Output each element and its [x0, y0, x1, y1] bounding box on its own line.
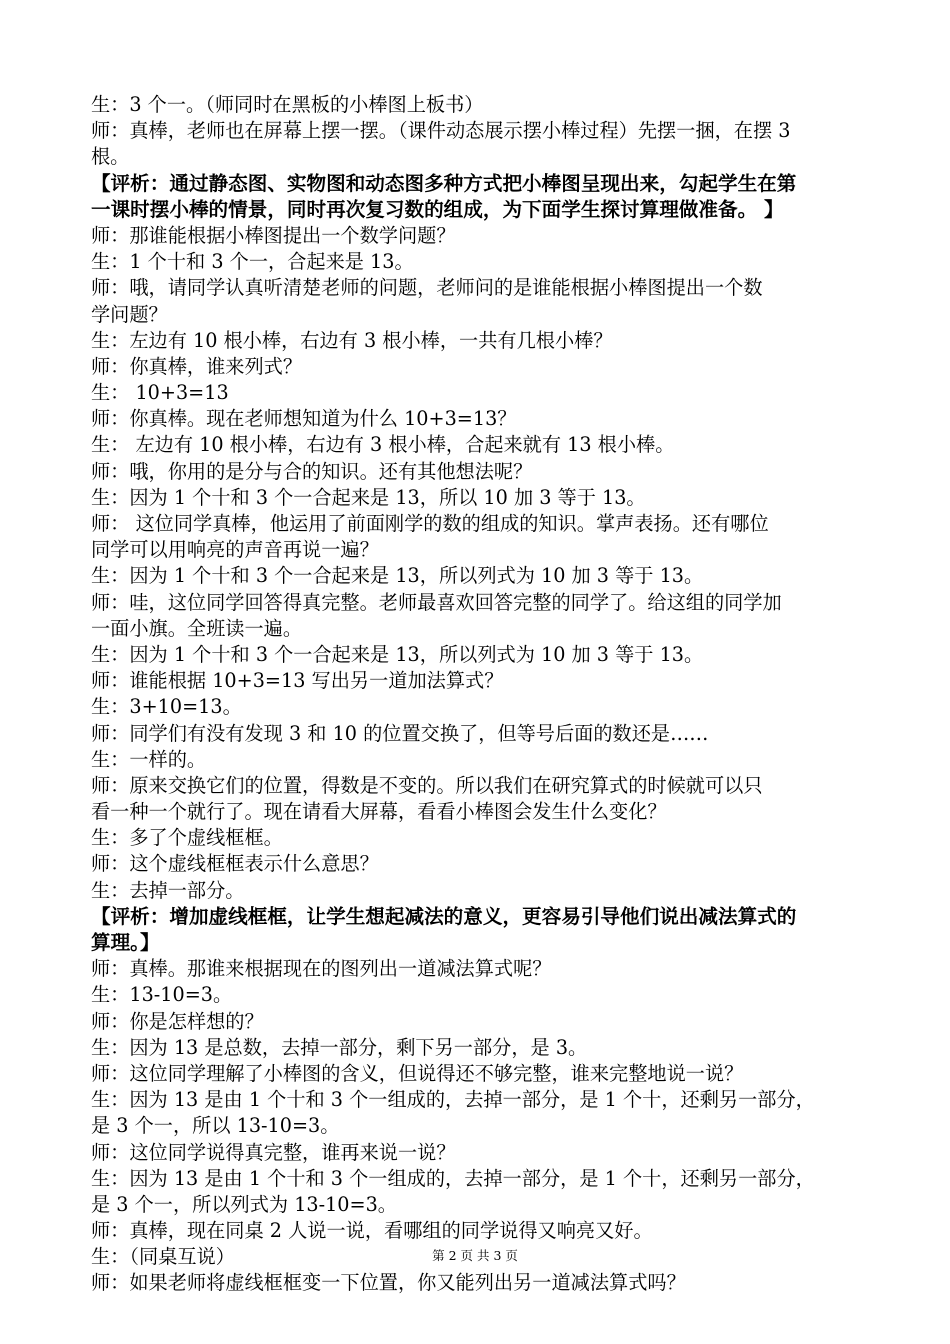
- page-footer: 第 2 页 共 3 页: [432, 1248, 518, 1263]
- dialogue-line: 生：13-10=3。: [91, 983, 233, 1007]
- commentary-line: 【评析：通过静态图、实物图和动态图多种方式把小棒图呈现出来，勾起学生在第: [91, 171, 797, 195]
- dialogue-line: 生：3 个一。（师同时在黑板的小棒图上板书）: [91, 93, 484, 116]
- dialogue-line: 师：同学们有没有发现 3 和 10 的位置交换了，但等号后面的数还是……: [91, 721, 709, 745]
- dialogue-line: 师：这个虚线框框表示什么意思？: [91, 852, 379, 876]
- dialogue-line: 同学可以用响亮的声音再说一遍？: [91, 538, 379, 562]
- dialogue-line: 师：你真棒。现在老师想知道为什么 10+3=13？: [91, 407, 517, 431]
- dialogue-line: 师：你是怎样想的？: [91, 1009, 264, 1033]
- dialogue-line: 师：真棒，现在同桌 2 人说一说，看哪组的同学说得又响亮又好。: [91, 1219, 653, 1243]
- dialogue-line: 一面小旗。全班读一遍。: [91, 616, 303, 640]
- dialogue-line: 师：真棒。那谁来根据现在的图列出一道减法算式呢？: [91, 957, 552, 981]
- dialogue-line: 生：因为 1 个十和 3 个一合起来是 13，所以列式为 10 加 3 等于 13。: [91, 564, 704, 588]
- dialogue-line: 师：哦，你用的是分与合的知识。还有其他想法呢？: [91, 459, 533, 483]
- document-body: [91, 92, 861, 1297]
- dialogue-line: 师：哇，这位同学回答得真完整。老师最喜欢回答完整的同学了。给这组的同学加: [91, 590, 782, 614]
- dialogue-line: 生：因为 13 是由 1 个十和 3 个一组成的，去掉一部分，是 1 个十，还剩另一部分，: [91, 1088, 815, 1112]
- dialogue-line: 生：3+10=13。: [91, 695, 242, 719]
- dialogue-line: 师：谁能根据 10+3=13 写出另一道加法算式？: [91, 669, 504, 693]
- dialogue-line: 师：原来交换它们的位置，得数是不变的。所以我们在研究算式的时候就可以只: [91, 773, 763, 797]
- dialogue-line: 生：左边有 10 根小棒，右边有 3 根小棒，一共有几根小棒？: [91, 328, 613, 352]
- dialogue-line: 师：真棒，老师也在屏幕上摆一摆。（课件动态展示摆小棒过程）先摆一捆，在摆 3: [91, 119, 791, 143]
- dialogue-line: 生：1 个十和 3 个一，合起来是 13。: [91, 250, 414, 274]
- dialogue-line: 师：那谁能根据小棒图提出一个数学问题？: [91, 223, 456, 247]
- dialogue-line: 生：因为 13 是总数，去掉一部分，剩下另一部分，是 3。: [91, 1035, 588, 1059]
- dialogue-line: 看一种一个就行了。现在请看大屏幕，看看小棒图会发生什么变化？: [91, 800, 667, 824]
- dialogue-line: 师：这位同学理解了小棒图的含义，但说得还不够完整，谁来完整地说一说？: [91, 1061, 744, 1085]
- dialogue-line: 师：哦，请同学认真听清楚老师的问题，老师问的是谁能根据小棒图提出一个数: [91, 276, 763, 300]
- dialogue-line: 是 3 个一，所以 13-10=3。: [91, 1114, 340, 1138]
- dialogue-line: 生：因为 1 个十和 3 个一合起来是 13，所以 10 加 3 等于 13。: [91, 485, 646, 509]
- commentary-line: 一课时摆小棒的情景，同时再次复习数的组成，为下面学生探讨算理做准备。 】: [91, 197, 784, 221]
- dialogue-line: 生：因为 1 个十和 3 个一合起来是 13，所以列式为 10 加 3 等于 13。: [91, 642, 704, 666]
- dialogue-line: 生：多了个虚线框框。: [91, 826, 283, 850]
- dialogue-line: 师： 这位同学真棒，他运用了前面刚学的数的组成的知识。掌声表扬。还有哪位: [91, 512, 769, 535]
- dialogue-line: 生：去掉一部分。: [91, 878, 245, 902]
- dialogue-line: 生：（同桌互说）: [91, 1245, 235, 1269]
- dialogue-line: 根。: [91, 145, 130, 169]
- dialogue-line: 生： 10+3=13: [91, 381, 229, 405]
- dialogue-line: 生：因为 13 是由 1 个十和 3 个一组成的，去掉一部分，是 1 个十，还剩另一部分，: [91, 1166, 815, 1190]
- dialogue-line: 生：一样的。: [91, 747, 207, 771]
- dialogue-line: 生： 左边有 10 根小棒，右边有 3 根小棒，合起来就有 13 根小棒。: [91, 433, 675, 457]
- dialogue-line: 学问题？: [91, 302, 168, 326]
- commentary-line: 【评析：增加虚线框框，让学生想起减法的意义，更容易引导他们说出减法算式的: [91, 904, 797, 928]
- dialogue-line: 师：你真棒，谁来列式？: [91, 354, 303, 378]
- dialogue-line: 师：如果老师将虚线框框变一下位置，你又能列出另一道减法算式吗？: [91, 1271, 686, 1295]
- dialogue-line: 是 3 个一，所以列式为 13-10=3。: [91, 1192, 397, 1216]
- dialogue-line: 师：这位同学说得真完整，谁再来说一说？: [91, 1140, 456, 1164]
- commentary-line: 算理。】: [91, 931, 160, 954]
